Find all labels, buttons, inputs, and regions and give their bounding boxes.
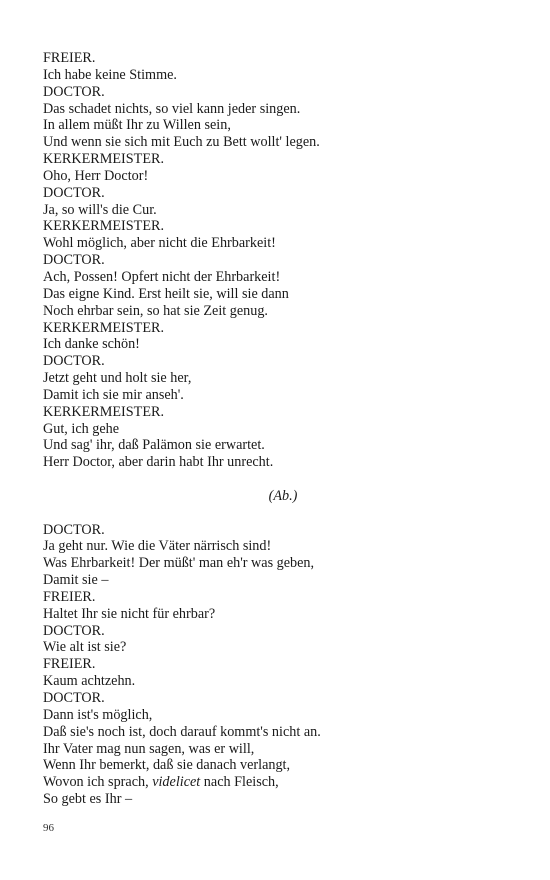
speaker-name: FREIER. [43, 656, 96, 673]
text-line: Ich danke schön! [43, 336, 140, 353]
text-line: Daß sie's noch ist, doch darauf kommt's nicht an. [43, 723, 321, 740]
italic-word: videlicet [152, 774, 201, 791]
text-line: Ihr Vater mag nun sagen, was er will, [43, 740, 255, 757]
speaker-name: KERKERMEISTER. [43, 151, 164, 168]
play-text [43, 50, 513, 808]
text-line: In allem müßt Ihr zu Willen sein, [43, 117, 231, 134]
text-line: Jetzt geht und holt sie her, [43, 370, 192, 387]
speaker-name: DOCTOR. [43, 252, 105, 269]
text-line: Ja, so will's die Cur. [43, 201, 157, 218]
speaker-name: KERKERMEISTER. [43, 218, 164, 235]
page-number: 96 [43, 822, 54, 834]
speaker-name: KERKERMEISTER. [43, 403, 164, 420]
dialogue-block-1 [43, 50, 513, 471]
text-line: Wohl möglich, aber nicht die Ehrbarkeit! [43, 235, 276, 252]
speaker-name: KERKERMEISTER. [43, 319, 164, 336]
dialogue-block-2 [43, 522, 513, 775]
text-line: So gebt es Ihr – [43, 791, 133, 808]
spacer [43, 471, 513, 488]
speaker-name: DOCTOR. [43, 521, 105, 538]
speaker-name: DOCTOR. [43, 353, 105, 370]
stage-direction: (Ab.) [268, 487, 298, 504]
speaker-name: FREIER. [43, 50, 96, 66]
text-line: Ach, Possen! Opfert nicht der Ehrbarkeit! [43, 268, 281, 285]
text-line: Wie alt ist sie? [43, 639, 127, 656]
text-line: Haltet Ihr sie nicht für ehrbar? [43, 605, 216, 622]
speaker-name: DOCTOR. [43, 689, 105, 706]
text-line: Oho, Herr Doctor! [43, 167, 149, 184]
text-line: Und sag' ihr, daß Palämon sie erwartet. [43, 437, 265, 454]
text-line: Und wenn sie sich mit Euch zu Bett wollt' legen. [43, 134, 320, 151]
speaker-name: DOCTOR. [43, 622, 105, 639]
text-line: Das schadet nichts, so viel kann jeder singen. [43, 100, 301, 117]
text-line: Was Ehrbarkeit! Der müßt' man eh'r was geben, [43, 555, 315, 572]
spacer [43, 505, 513, 522]
text-line: Ich habe keine Stimme. [43, 66, 177, 83]
text-line: Damit sie – [43, 572, 109, 589]
speaker-name: DOCTOR. [43, 83, 105, 100]
text-line: Ja geht nur. Wie die Väter närrisch sind! [43, 538, 272, 555]
speaker-name: DOCTOR. [43, 184, 105, 201]
text-line: Wenn Ihr bemerkt, daß sie danach verlangt, [43, 757, 291, 774]
text-line: Gut, ich gehe [43, 420, 120, 437]
line-segment: nach Fleisch, [200, 774, 279, 791]
line-segment: Wovon ich sprach, [43, 774, 153, 791]
text-line: Noch ehrbar sein, so hat sie Zeit genug. [43, 302, 268, 319]
text-line: Damit ich sie mir anseh'. [43, 386, 184, 403]
text-line: Herr Doctor, aber darin habt Ihr unrecht. [43, 454, 274, 471]
text-line: Das eigne Kind. Erst heilt sie, will sie dann [43, 285, 289, 302]
text-line: Dann ist's möglich, [43, 706, 153, 723]
text-line: Kaum achtzehn. [43, 673, 136, 690]
speaker-name: FREIER. [43, 588, 96, 605]
text-line-videlicet [43, 774, 513, 791]
